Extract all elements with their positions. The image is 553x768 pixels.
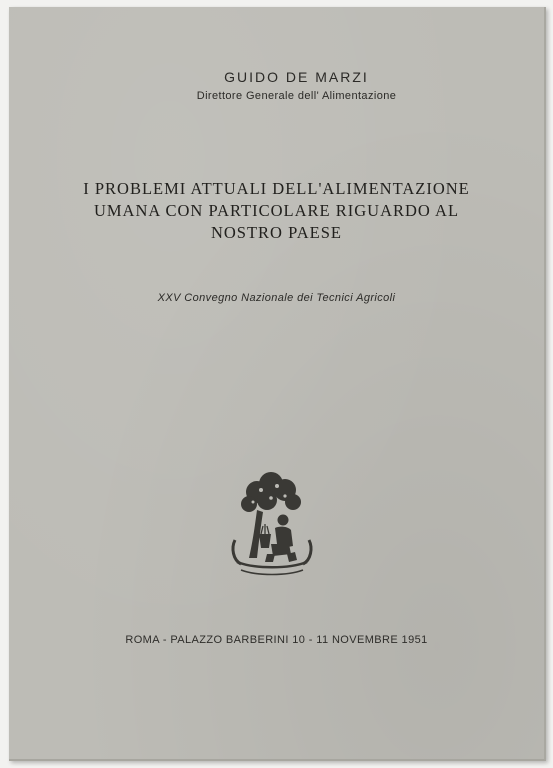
title-line-3: NOSTRO PAESE	[210, 223, 343, 242]
publication-place-date: ROMA - PALAZZO BARBERINI 10 - 11 NOVEMBRE 1951	[125, 634, 428, 646]
title-line-1: I PROBLEMI ATTUALI DELL'ALIMENTAZIONE	[83, 179, 470, 198]
pamphlet-cover	[9, 7, 546, 761]
author-role: Direttore Generale dell' Alimentazione	[196, 90, 397, 102]
title-line-2: UMANA CON PARTICOLARE RIGUARDO AL	[93, 201, 460, 220]
conference-subtitle: XXV Convegno Nazionale dei Tecnici Agricoli	[157, 292, 396, 304]
author-name: GUIDO DE MARZI	[224, 69, 369, 85]
tree-and-farmer-emblem-icon	[227, 470, 317, 580]
